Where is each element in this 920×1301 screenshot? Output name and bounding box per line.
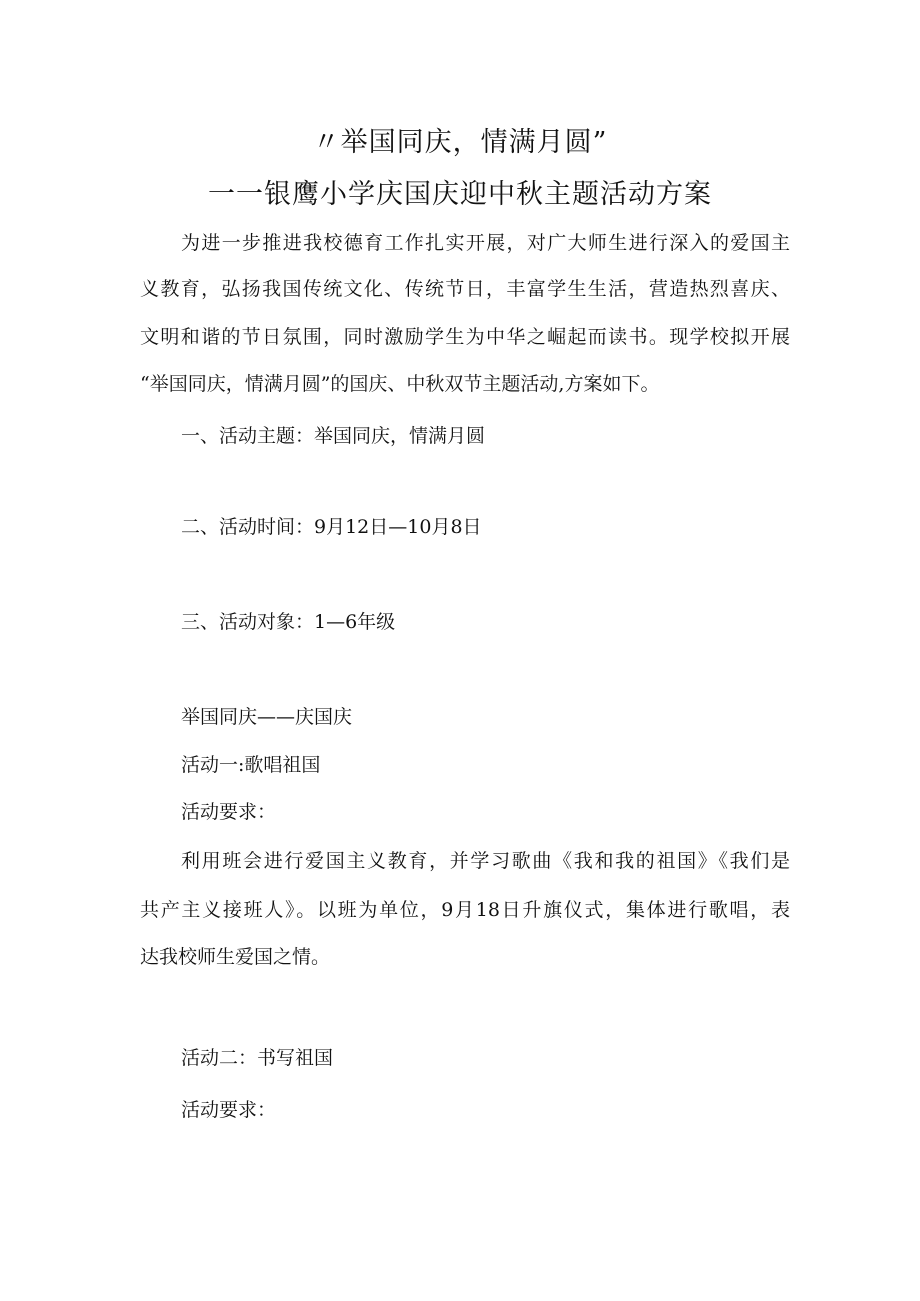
activity-theme: 一、活动主题：举国同庆，情满月圆	[181, 425, 486, 447]
intro-line-4: “举国同庆，情满月圆”的国庆、中秋双节主题活动,方案如下。	[140, 373, 660, 395]
activity1-requirements-label: 活动要求：	[181, 801, 277, 823]
section-heading: 举国同庆——庆国庆	[181, 706, 353, 728]
activity1-line-1: 利用班会进行爱国主义教育，并学习歌曲《我和我的祖国》《我们是	[181, 850, 790, 872]
document-subtitle: 一一银鹰小学庆国庆迎中秋主题活动方案	[208, 179, 712, 210]
activity1-line-2: 共产主义接班人》。以班为单位，9月18日升旗仪式，集体进行歌唱，表	[140, 899, 790, 921]
activity1-line-3: 达我校师生爱国之情。	[140, 946, 331, 968]
activity2-requirements-label: 活动要求：	[181, 1099, 277, 1121]
intro-line-3: 文明和谐的节日氛围，同时激励学生为中华之崛起而读书。现学校拟开展	[140, 326, 790, 348]
activity-time: 二、活动时间：9月12日—10月8日	[181, 516, 482, 538]
activity1-title: 活动一:歌唱祖国	[181, 754, 321, 776]
activity-target: 三、活动对象：1—6年级	[181, 611, 396, 633]
intro-line-1: 为进一步推进我校德育工作扎实开展，对广大师生进行深入的爱国主	[181, 232, 790, 254]
activity2-title: 活动二：书写祖国	[181, 1047, 334, 1069]
intro-line-2: 义教育，弘扬我国传统文化、传统节日，丰富学生生活，营造热烈喜庆、	[140, 278, 790, 300]
document-title: 〃举国同庆，情满月圆”	[312, 127, 608, 158]
